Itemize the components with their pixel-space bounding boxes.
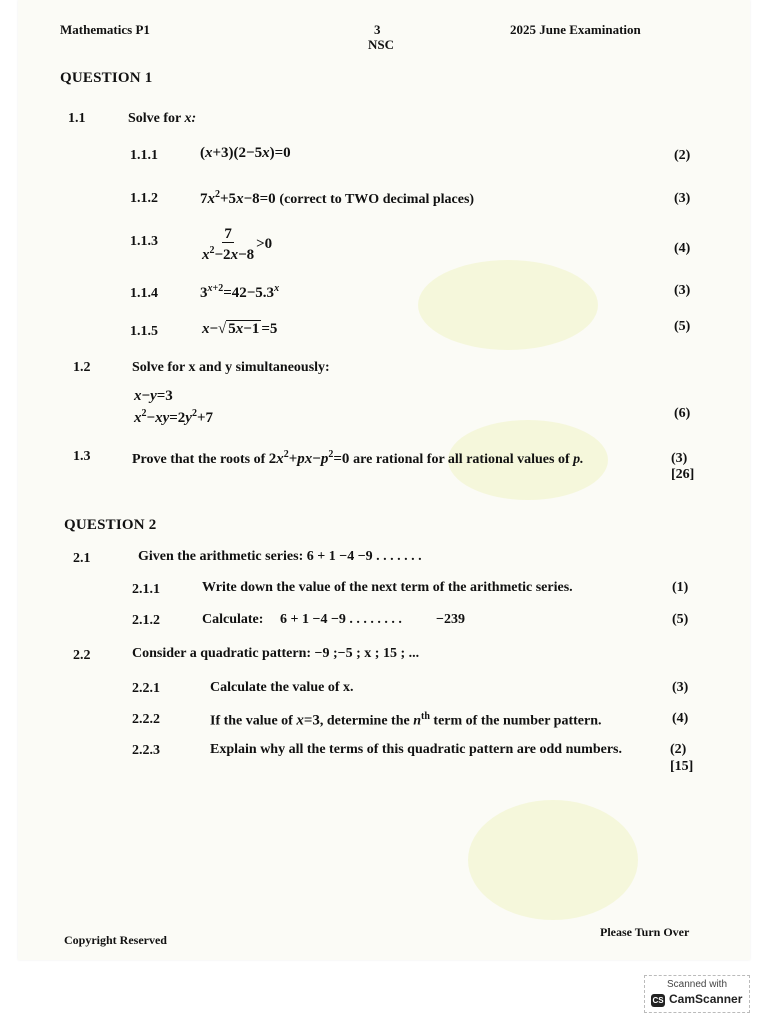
q2-2-3-number: 2.2.3 [132, 743, 160, 758]
q2-total-marks: [15] [670, 759, 694, 774]
q1-1-text: Solve for x: [128, 111, 197, 126]
question-2-title: QUESTION 2 [64, 517, 157, 533]
page-number: 3 [374, 22, 381, 37]
q2-1-2-last-term: −239 [436, 612, 465, 627]
turn-over-footer: Please Turn Over [600, 925, 690, 939]
q1-2-equation-b: $x^2-xy=2y^2+7$ [134, 408, 214, 426]
q1-1-4-marks: (3) [674, 283, 691, 298]
q2-1-2-text: Calculate: [202, 612, 264, 627]
q2-2-number: 2.2 [73, 648, 91, 663]
q2-1-text: Given the arithmetic series: 6 + 1 −4 −9 . . . . . . . [138, 549, 422, 564]
q2-2-text: Consider a quadratic pattern: −9 ;−5 ; x ; 15 ; ... [132, 646, 420, 661]
q1-1-5-number: 1.1.5 [130, 324, 158, 339]
exam-page [18, 0, 750, 960]
scanned-with-label: Scanned with [666, 979, 728, 990]
q2-1-1-number: 2.1.1 [132, 582, 160, 597]
q2-2-3-text: Explain why all the terms of this quadratic pattern are odd numbers. [210, 742, 622, 757]
q2-2-2-number: 2.2.2 [132, 712, 160, 727]
q1-3-text: Prove that the roots of $2x^2+px-p^2=0$ are rational for all rational values of p. [132, 449, 584, 467]
q2-1-2-series: 6 + 1 −4 −9 . . . . . . . . [280, 612, 402, 627]
q1-1-2-number: 1.1.2 [130, 191, 158, 206]
q2-1-2-marks: (5) [672, 612, 689, 627]
q1-1-3-number: 1.1.3 [130, 234, 158, 249]
question-1-title: QUESTION 1 [60, 70, 153, 86]
q2-1-2-number: 2.1.2 [132, 613, 160, 628]
q1-3-number: 1.3 [73, 449, 91, 464]
camscanner-watermark [644, 975, 750, 1013]
copyright-footer: Copyright Reserved [64, 933, 167, 947]
q2-1-1-text: Write down the value of the next term of the arithmetic series. [202, 580, 573, 595]
q1-1-5-marks: (5) [674, 319, 691, 334]
q2-2-1-marks: (3) [672, 680, 689, 695]
q1-total-marks: [26] [671, 467, 695, 482]
paper-stain [418, 260, 598, 350]
q1-1-3-marks: (4) [674, 241, 691, 256]
q1-1-1-equation: (x+3)(2−5x)=0 [200, 145, 291, 161]
q2-2-1-number: 2.2.1 [132, 681, 160, 696]
q1-1-number: 1.1 [68, 111, 86, 126]
q1-1-4-number: 1.1.4 [130, 286, 158, 301]
q2-2-2-text: If the value of x=3, determine the $n^{th}$ term of the number pattern. [210, 711, 602, 729]
q1-1-1-number: 1.1.1 [130, 148, 158, 163]
q2-2-3-marks: (2) [670, 742, 687, 757]
q2-1-1-marks: (1) [672, 580, 689, 595]
q1-2-equation-a: x−y=3 [134, 388, 173, 404]
q2-2-1-text: Calculate the value of x. [210, 680, 354, 695]
q1-2-marks: (6) [674, 406, 691, 421]
q1-2-number: 1.2 [73, 360, 91, 375]
camscanner-name: CamScanner [669, 992, 743, 1006]
camscanner-logo-icon: CS [652, 996, 664, 1005]
q2-2-2-marks: (4) [672, 711, 689, 726]
q1-2-text: Solve for x and y simultaneously: [132, 360, 330, 375]
q1-1-2-marks: (3) [674, 191, 691, 206]
q1-1-2-equation: $7x^2+5x-8=0$ (correct to TWO decimal places) [200, 189, 475, 207]
nsc-label: NSC [368, 37, 395, 52]
q2-1-number: 2.1 [73, 551, 91, 566]
subject-header: Mathematics P1 [60, 22, 150, 37]
exam-title: 2025 June Examination [510, 22, 641, 37]
q1-3-marks: (3) [671, 451, 688, 466]
q1-1-1-marks: (2) [674, 148, 691, 163]
paper-stain [468, 800, 638, 920]
q1-1-4-equation: $3^{x+2}=42-5.3^x$ [200, 283, 280, 301]
q1-1-5-equation: x−√ 5x−1 =5 [202, 321, 278, 337]
q1-1-3-inequality: $\frac{7}{x^2-2x-8}$ >0 [202, 226, 273, 263]
